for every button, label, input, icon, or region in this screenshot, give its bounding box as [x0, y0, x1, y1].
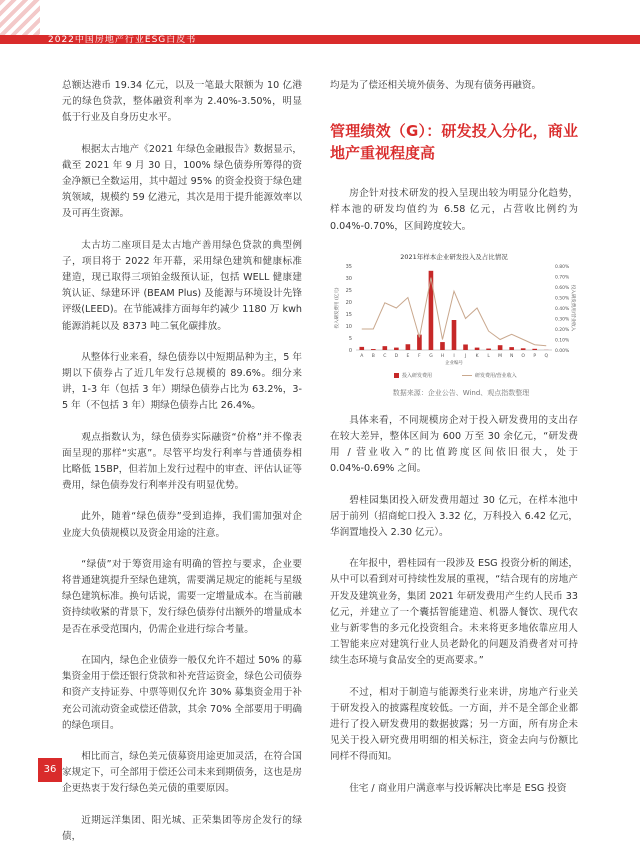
bar — [452, 320, 457, 350]
paragraph: 房企针对技术研发的投入呈现出较为明显分化趋势，样本池的研发均值约为 6.58 亿元，占营收比例约为 0.04%-0.70%，区间跨度较大。 — [330, 186, 578, 235]
y-right-tick-label: 0.30% — [555, 316, 570, 322]
y-right-tick-label: 0.50% — [555, 295, 570, 301]
x-tick-label: K — [476, 353, 480, 359]
paragraph: 太古坊二座项目是太古地产善用绿色贷款的典型例子，项目将于 2022 年开幕，采用绿色建筑和健康标准建造，现已取得三项铂金级预认证，包括 WELL 健康建筑认证、绿建环评 (BEAM Plus) 及能源与环境设计先锋评级(LEED)。在节能减排方面每年约减少 1180 万 kwh 能源消耗以及 8373 吨二氧化碳排放。 — [62, 238, 302, 335]
paragraph: 近期远洋集团、阳光城、正荣集团等房企发行的绿债， — [62, 813, 302, 845]
x-tick-label: F — [418, 353, 421, 359]
paragraph: 均是为了偿还相关境外债务、为现有债务再融资。 — [330, 78, 578, 94]
x-tick-label: B — [372, 353, 375, 359]
paragraph: 相比而言，绿色美元债募资用途更加灵活，在符合国家规定下，可全部用于偿还公司未来到期债务，这也是房企更热衷于发行绿色美元债的重要原因。 — [62, 749, 302, 798]
chart-svg — [330, 250, 578, 384]
bar — [509, 347, 514, 350]
y-right-tick-label: 0.70% — [555, 274, 570, 280]
bar — [383, 346, 388, 350]
x-tick-label: N — [510, 353, 513, 359]
paragraph: 在国内，绿色企业债券一般仅允许不超过 50% 的募集资金用于偿还银行贷款和补充营运资金，绿色公司债券和资产支持证券、中票等则仅允许 30% 募集资金用于补充公司流动资金或偿还借款，其余 70% 全部要用于明确的绿色项目。 — [62, 653, 302, 734]
y-left-tick-label: 35 — [346, 264, 352, 270]
bar — [359, 347, 364, 350]
x-tick-label: P — [533, 353, 536, 359]
y-left-tick-label: 15 — [346, 312, 352, 318]
right-column — [330, 78, 578, 812]
bar — [429, 271, 434, 350]
header-title: 2022中国房地产行业ESG白皮书 — [48, 36, 196, 45]
chart-source: 数据来源：企业公告、Wind、观点指数整理 — [330, 388, 578, 398]
y-right-tick-label: 0.20% — [555, 327, 570, 333]
legend-label-bars: 投入研发费用 — [402, 372, 432, 379]
bar — [532, 349, 537, 350]
bar — [440, 342, 445, 350]
y-left-tick-label: 5 — [349, 336, 352, 342]
x-tick-label: I — [453, 353, 454, 359]
legend-label-line: 研发费用/营业收入 — [475, 372, 517, 379]
chart-title: 2021年样本企业研发投入及占比情况 — [400, 252, 508, 261]
y-left-tick-label: 20 — [346, 300, 352, 306]
section-title: 管理绩效（G）：研发投入分化，商业地产重视程度高 — [330, 120, 578, 164]
left-column — [62, 78, 302, 860]
bar — [371, 349, 376, 350]
y-left-axis-label: 投入研发费用 (亿元) — [333, 287, 340, 328]
x-tick-label: H — [441, 353, 444, 359]
paragraph: 从整体行业来看，绿色债券以中短期品种为主，5 年期以下债券占了近几年发行总规模的 89.6%。细分来讲，1-3 年（包括 3 年）期绿色债券占比为 63.2%，3-5 年（不包括 3 年）期绿色债券占比 26.4%。 — [62, 350, 302, 415]
rd-chart — [330, 250, 578, 384]
bar — [475, 347, 480, 349]
paragraph: 住宅 / 商业用户满意率与投诉解决比率是 ESG 投资 — [330, 781, 578, 797]
y-left-tick-label: 10 — [346, 324, 352, 330]
y-right-tick-label: 0.80% — [555, 264, 570, 270]
x-tick-label: A — [360, 353, 364, 359]
y-left-tick-label: 25 — [346, 288, 352, 294]
paragraph: 具体来看，不同规模房企对于投入研发费用的支出存在较大差异，整体区间为 600 万至 30 余亿元，“研发费用 / 营业收入”的比值跨度区间依旧很大，处于 0.04%-0.69% 之间。 — [330, 413, 578, 478]
page-number: 36 — [38, 758, 62, 782]
y-right-axis-label: 投入研发费用/营业收入 — [570, 285, 577, 332]
header-stripes — [0, 0, 40, 35]
bar — [486, 348, 491, 349]
x-tick-label: Q — [544, 353, 548, 359]
bar — [498, 345, 503, 350]
paragraph: 在年报中，碧桂园有一段涉及 ESG 投资分析的阐述，从中可以看到对可持续性发展的重视，“结合现有的房地产开发及建筑业务，集团 2021 年研发费用产生约人民币 33 亿元，并建立了一个囊括智能建造、机器人餐饮、现代农业与新零售的多元化投资组合。未来将更多地依靠应用人工智能来应对建筑行业人员老龄化的问题及消费者对可持续生态环境与食品安全的更高要求。” — [330, 556, 578, 669]
paragraph: “绿债”对于筹资用途有明确的管控与要求，企业要将普通建筑提升至绿色建筑，需要满足规定的能耗与星级绿色建筑标准。换句话说，需要一定增量成本。在当前融资持续收紧的背景下，发行绿色债券付出额外的增量成本是否在承受范围内，仍需企业进行综合考量。 — [62, 557, 302, 638]
x-tick-label: E — [406, 353, 409, 359]
paragraph: 不过，相对于制造与能源类行业来讲，房地产行业关于研发投入的披露程度较低。一方面，并不是全部企业都进行了投入研发费用的数据披露；另一方面，所有房企未见关于投入研究费用明细的相关标注，资金去向与份额比同样不得而知。 — [330, 685, 578, 766]
bar — [463, 344, 468, 350]
bar — [521, 348, 526, 350]
paragraph: 碧桂园集团投入研发费用超过 30 亿元，在样本池中居于前列（招商蛇口投入 3.32 亿，万科投入 6.42 亿元，华润置地投入 2.30 亿元）。 — [330, 493, 578, 542]
paragraph: 此外，随着“绿色债券”受到追捧，我们需加强对企业庞大负债规模以及资金用途的注意。 — [62, 509, 302, 541]
y-left-tick-label: 0 — [349, 348, 352, 354]
y-right-tick-label: 0.60% — [555, 285, 570, 291]
y-right-tick-label: 0.00% — [555, 348, 570, 354]
x-tick-label: D — [395, 353, 399, 359]
x-tick-label: J — [464, 353, 466, 359]
y-right-tick-label: 0.40% — [555, 306, 570, 312]
y-left-tick-label: 30 — [346, 276, 352, 282]
legend-swatch-bars — [394, 373, 399, 378]
paragraph: 观点指数认为，绿色债券实际融资“价格”并不像表面呈现的那样“实惠”。尽管平均发行利率与普通债券相比略低 15BP，但若加上发行过程中的审查、评估认证等费用，绿色债券发行利率并没有明显优势。 — [62, 430, 302, 495]
x-tick-label: C — [383, 353, 386, 359]
paragraph: 根据太古地产《2021 年绿色金融报告》数据显示，截至 2021 年 9 月 30 日，100% 绿色债券所筹得的资金净额已全数运用，其中超过 95% 的资金投资于绿色建筑领域，规模约 59 亿港元，其次是用于提升能源效率以及可再生资源。 — [62, 142, 302, 223]
x-tick-label: G — [429, 353, 433, 359]
x-tick-label: M — [498, 353, 502, 359]
header-bar — [0, 0, 640, 44]
x-tick-label: O — [521, 353, 525, 359]
paragraph: 总额达港币 19.34 亿元，以及一笔最大限额为 10 亿港元的绿色贷款，整体融资利率为 2.40%-3.50%，明显低于行业及自身历史水平。 — [62, 78, 302, 127]
x-axis-label: 企业编号 — [445, 359, 463, 366]
bar — [406, 344, 411, 350]
bar — [394, 347, 399, 349]
x-tick-label: L — [487, 353, 490, 359]
y-right-tick-label: 0.10% — [555, 337, 570, 343]
